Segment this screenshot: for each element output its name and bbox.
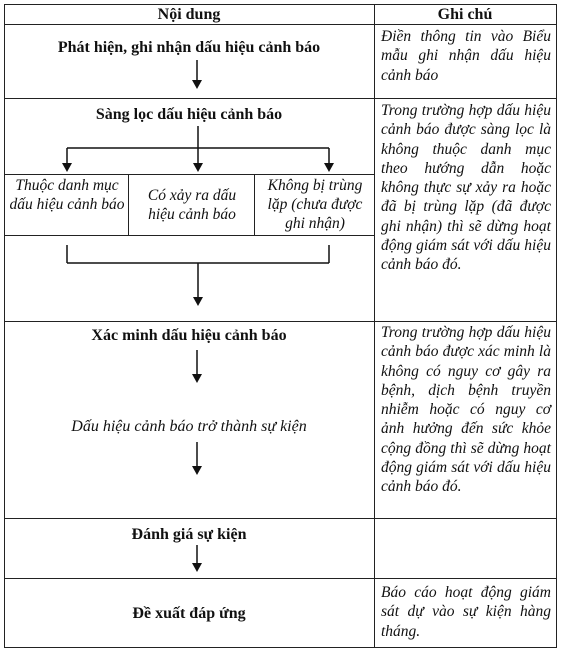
row-separator-3	[4, 518, 557, 519]
branch-box-bottom	[4, 235, 374, 236]
step-response: Đề xuất đáp ứng	[132, 605, 246, 622]
arrow-down-icon	[190, 545, 204, 575]
row-separator-2	[4, 321, 557, 322]
header-content: Nội dung	[157, 6, 221, 23]
note-detect: Điền thông tin vào Biểu mẫu ghi nhận dấu hiệu cảnh báo	[381, 28, 551, 84]
step-assess: Đánh giá sự kiện	[131, 526, 247, 543]
arrow-down-icon	[190, 60, 204, 90]
branch-occurred: Có xảy ra dấu hiệu cảnh báo	[147, 187, 237, 223]
branch-in-list: Thuộc danh mục dấu hiệu cảnh báo	[9, 177, 125, 213]
branch-divider-1	[128, 174, 129, 236]
column-divider	[374, 4, 375, 648]
header-separator	[4, 24, 557, 25]
note-response: Báo cáo hoạt động giám sát dự vào sự kiện hàng tháng.	[381, 584, 551, 640]
row-separator-1	[4, 98, 557, 99]
header-note: Ghi chú	[437, 6, 493, 23]
table-right-border	[556, 4, 557, 648]
step-verify: Xác minh dấu hiệu cảnh báo	[91, 327, 287, 344]
step-detect: Phát hiện, ghi nhận dấu hiệu cảnh báo	[57, 39, 321, 56]
branch-not-duplicate: Không bị trùng lặp (chưa được ghi nhận)	[267, 177, 363, 232]
table-bottom-border	[4, 647, 557, 648]
note-verify: Trong trường hợp dấu hiệu cảnh báo được xác minh là không có nguy cơ gây ra bệnh, dịch bệnh truyền nhiễm hoặc có nguy cơ ảnh hưởng đến sức khỏe cộng đồng thì sẽ dừng hoạt động giám sát với dấu hiệu cảnh báo đó.	[381, 324, 551, 496]
branch-divider-2	[254, 174, 255, 236]
merge-connector	[55, 245, 345, 313]
row-separator-4	[4, 578, 557, 579]
arrow-down-icon	[190, 350, 204, 384]
step-becomes-event: Dấu hiệu cảnh báo trở thành sự kiện	[71, 418, 307, 435]
arrow-down-icon	[190, 442, 204, 476]
step-screen: Sàng lọc dấu hiệu cảnh báo	[95, 106, 283, 123]
branch-connector	[55, 126, 345, 174]
branch-box-top	[4, 174, 374, 175]
note-screen: Trong trường hợp dấu hiệu cảnh báo được sàng lọc là không thuộc danh mục theo hướng dẫn hoặc không thực sự xảy ra hoặc đã bị trùng lặp (đã được ghi nhận) thì sẽ dừng hoạt động giám sát với dấu hiệu cảnh báo đó.	[381, 102, 551, 274]
